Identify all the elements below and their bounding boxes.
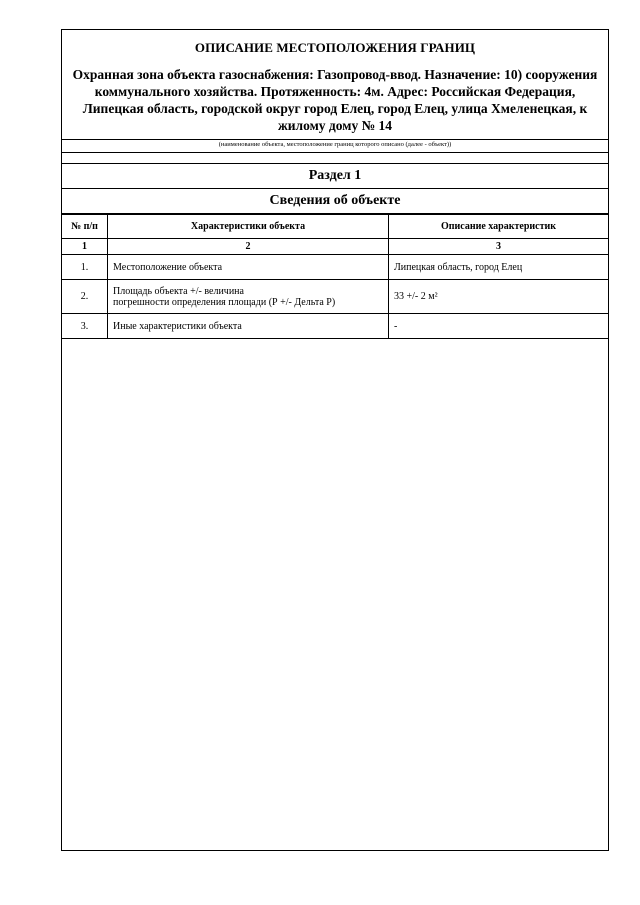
header-number: № п/п <box>62 215 108 239</box>
table-row <box>62 314 608 339</box>
table-row <box>62 255 608 280</box>
header-description: Описание характеристик <box>389 215 609 239</box>
row-characteristic <box>108 280 389 314</box>
index-cell: 1 <box>62 239 108 255</box>
row-characteristic: Иные характеристики объекта <box>108 314 389 339</box>
row-number: 1. <box>62 255 108 280</box>
object-name-caption: (наименование объекта, местоположение границ которого описано (далее - объект)) <box>218 141 452 148</box>
row-number: 3. <box>62 314 108 339</box>
row-characteristic: Местоположение объекта <box>108 255 389 280</box>
row-description: - <box>389 314 609 339</box>
row-description: Липецкая область, город Елец <box>389 255 609 280</box>
section-title: Раздел 1 <box>62 164 608 189</box>
table-row <box>62 280 608 314</box>
spacer-row <box>62 153 608 164</box>
row-number: 2. <box>62 280 108 314</box>
row-characteristic-line: Площадь объекта +/- величина <box>113 285 244 297</box>
object-info-table <box>62 214 608 339</box>
row-characteristic-line: погрешности определения площади (Р +/- Дельта Р) <box>113 296 336 308</box>
index-cell: 2 <box>108 239 389 255</box>
row-description: 33 +/- 2 м² <box>389 280 609 314</box>
document-title: ОПИСАНИЕ МЕСТОПОЛОЖЕНИЯ ГРАНИЦ <box>194 40 476 55</box>
table-header-row <box>62 215 608 239</box>
object-name: Охранная зона объекта газоснабжения: Газопровод-ввод. Назначение: 10) сооружения коммунального хозяйства. Протяженность: 4м. Адрес: Российская Федерация, Липецкая область, городской округ город Елец, город Елец, улица Хмеленецкая, к жилому дому № 14 <box>72 67 598 133</box>
index-cell: 3 <box>389 239 609 255</box>
section-subtitle: Сведения об объекте <box>62 189 608 214</box>
header-characteristic: Характеристики объекта <box>108 215 389 239</box>
table-index-row <box>62 239 608 255</box>
document-frame <box>61 29 609 851</box>
